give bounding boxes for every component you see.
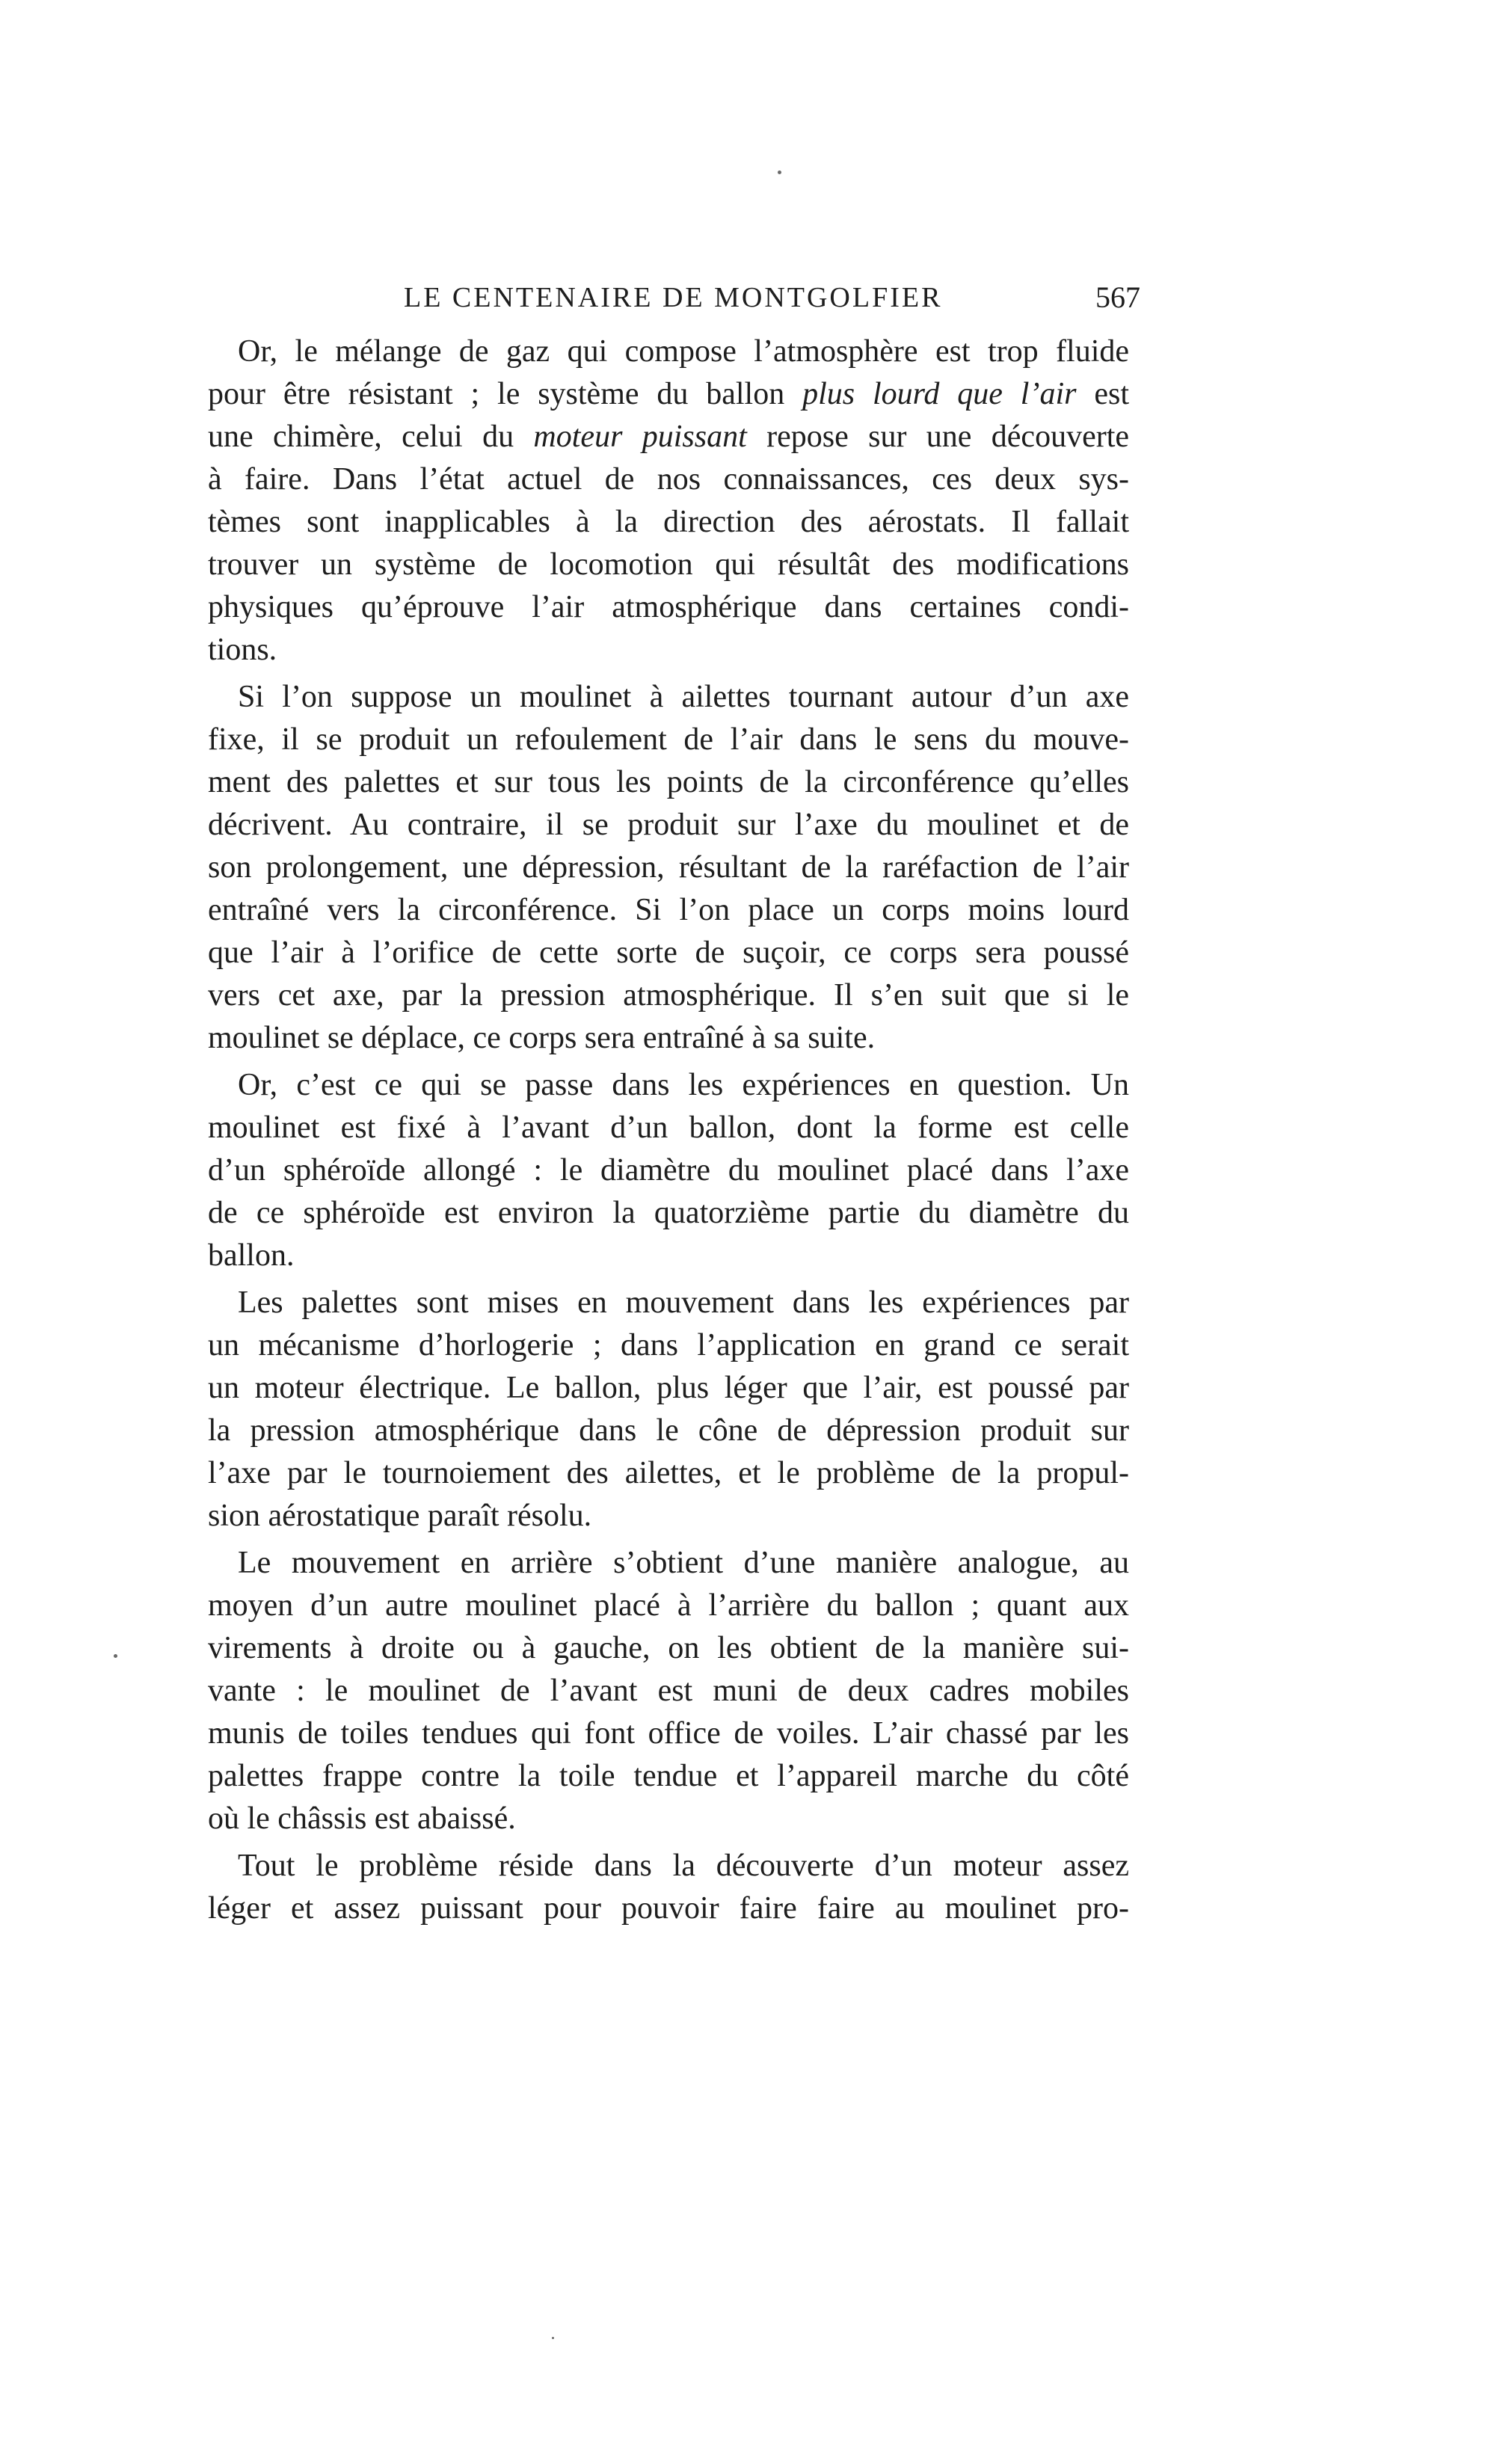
text-line: Or, le mélange de gaz qui compose l’atmosphère est trop fluide — [238, 334, 1129, 369]
paragraph — [208, 1282, 1129, 1537]
text-line: que l’air à l’orifice de cette sorte de suçoir, ce corps sera poussé — [208, 935, 1129, 970]
text-line: moulinet se déplace, ce corps sera entraîné à sa suite. — [208, 1021, 876, 1055]
paragraph — [208, 1542, 1129, 1840]
text-line: Les palettes sont mises en mouvement dans les expériences par — [238, 1285, 1129, 1320]
text-line: palettes frappe contre la toile tendue et l’appareil marche du côté — [208, 1759, 1129, 1793]
text-line: physiques qu’éprouve l’air atmosphérique dans certaines condi- — [208, 590, 1129, 624]
italic-phrase: moteur puissant — [533, 420, 747, 454]
text-line: vers cet axe, par la pression atmosphérique. Il s’en suit que si le — [208, 978, 1129, 1013]
text-fragment: une chimère, celui du — [208, 420, 534, 454]
scan-speck — [552, 2337, 554, 2339]
scan-speck — [114, 1654, 117, 1658]
text-line: léger et assez puissant pour pouvoir faire faire au moulinet pro- — [208, 1891, 1129, 1926]
scan-speck — [778, 170, 781, 174]
italic-phrase: plus lourd que l’air — [802, 377, 1077, 411]
text-line: tèmes sont inapplicables à la direction des aérostats. Il fallait — [208, 505, 1129, 539]
text-line: Le mouvement en arrière s’obtient d’une manière analogue, au — [238, 1546, 1129, 1580]
text-line: munis de toiles tendues qui font office de voiles. L’air chassé par les — [208, 1716, 1129, 1751]
text-line: un mécanisme d’horlogerie ; dans l’application en grand ce serait — [208, 1328, 1129, 1362]
text-line: l’axe par le tournoiement des ailettes, et le problème de la propul- — [208, 1456, 1129, 1490]
text-line: fixe, il se produit un refoulement de l’air dans le sens du mouve- — [208, 722, 1129, 757]
page-number: 567 — [1095, 280, 1140, 314]
text-line: de ce sphéroïde est environ la quatorzième partie du diamètre du — [208, 1196, 1129, 1230]
text-line: un moteur électrique. Le ballon, plus léger que l’air, est poussé par — [208, 1371, 1129, 1405]
paragraph — [208, 1845, 1129, 1930]
text-line — [208, 416, 1129, 458]
paragraph — [208, 676, 1129, 1060]
text-line: son prolongement, une dépression, résultant de la raréfaction de l’air — [208, 850, 1129, 885]
paragraph — [208, 1064, 1129, 1277]
text-line: entraîné vers la circonférence. Si l’on place un corps moins lourd — [208, 893, 1129, 927]
text-line: à faire. Dans l’état actuel de nos connaissances, ces deux sys- — [208, 462, 1129, 497]
text-fragment: repose sur une découverte — [746, 420, 1129, 454]
text-line: ment des palettes et sur tous les points de la circonférence qu’elles — [208, 765, 1129, 799]
text-line: où le châssis est abaissé. — [208, 1801, 516, 1836]
text-line: tions. — [208, 633, 277, 667]
text-line: moyen d’un autre moulinet placé à l’arrière du ballon ; quant aux — [208, 1588, 1129, 1623]
paragraph — [208, 331, 1129, 672]
text-line: virements à droite ou à gauche, on les obtient de la manière sui- — [208, 1631, 1129, 1665]
text-line: Or, c’est ce qui se passe dans les expériences en question. Un — [238, 1068, 1129, 1102]
text-line: ballon. — [208, 1238, 295, 1273]
text-line — [208, 373, 1129, 416]
text-line: moulinet est fixé à l’avant d’un ballon, dont la forme est celle — [208, 1110, 1129, 1145]
text-line: Tout le problème réside dans la découverte d’un moteur assez — [238, 1849, 1129, 1883]
body-text — [208, 331, 1129, 1935]
text-fragment: pour être résistant ; le système du ballon — [208, 377, 803, 411]
text-line: vante : le moulinet de l’avant est muni de deux cadres mobiles — [208, 1674, 1129, 1708]
text-line: trouver un système de locomotion qui résultât des modifications — [208, 547, 1129, 582]
text-line: la pression atmosphérique dans le cône de dépression produit sur — [208, 1413, 1129, 1448]
text-line: décrivent. Au contraire, il se produit sur l’axe du moulinet et de — [208, 808, 1129, 842]
text-fragment: est — [1076, 377, 1129, 411]
running-header — [0, 275, 1491, 320]
text-line: d’un sphéroïde allongé : le diamètre du moulinet placé dans l’axe — [208, 1153, 1129, 1188]
running-title: LE CENTENAIRE DE MONTGOLFIER — [404, 282, 943, 313]
text-line: sion aérostatique paraît résolu. — [208, 1499, 592, 1533]
text-line: Si l’on suppose un moulinet à ailettes tournant autour d’un axe — [238, 680, 1129, 714]
